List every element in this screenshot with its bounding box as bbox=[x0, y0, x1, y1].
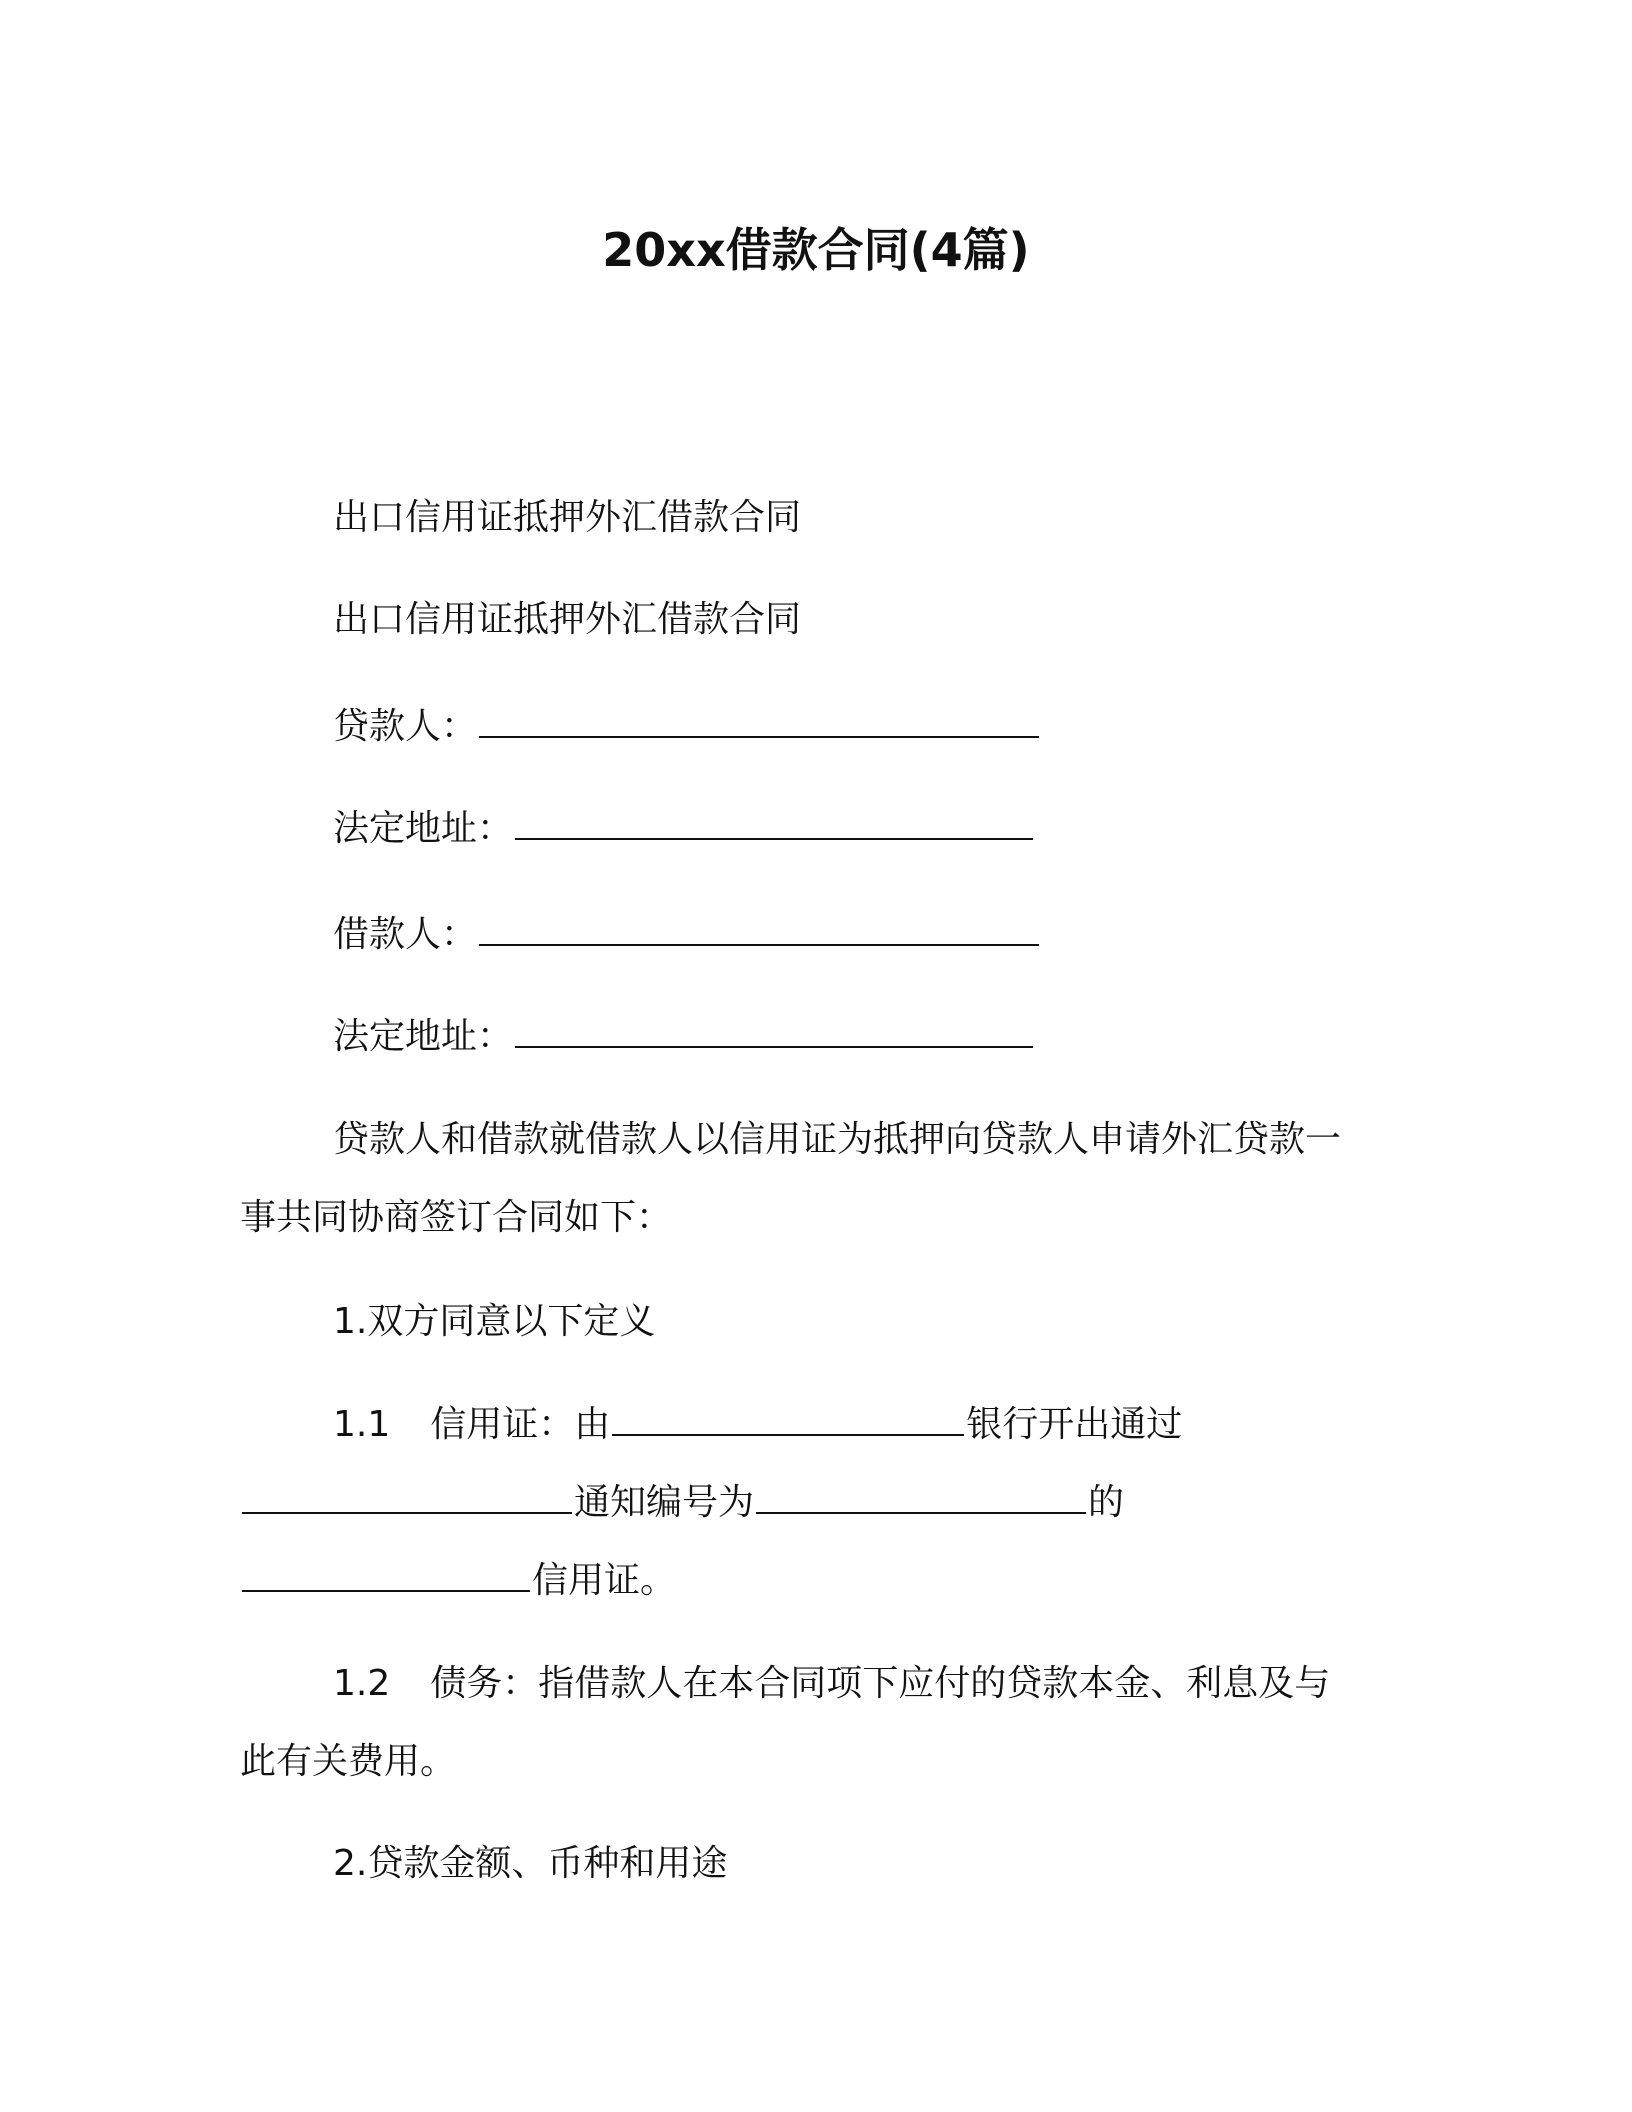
clause-1-1-prefix: 信用证：由 bbox=[430, 1404, 611, 1445]
lender-address-label: 法定地址： bbox=[333, 808, 514, 849]
borrower-label: 借款人： bbox=[333, 914, 478, 955]
clause-1-2-line-2: 此有关费用。 bbox=[240, 1741, 457, 1782]
lender-blank bbox=[479, 702, 1039, 738]
intro-line-2: 事共同协商签订合同如下： bbox=[240, 1197, 673, 1238]
contract-heading-1: 出口信用证抵押外汇借款合同 bbox=[333, 497, 802, 538]
lender-line bbox=[333, 702, 1041, 751]
clause-1-1-line-2 bbox=[240, 1478, 1124, 1527]
intro-line-1: 贷款人和借款就借款人以信用证为抵押向贷款人申请外汇贷款一 bbox=[333, 1119, 1342, 1160]
clause-1-2-text: 债务：指借款人在本合同项下应付的贷款本金、利息及与 bbox=[430, 1663, 1331, 1704]
advising-bank-blank bbox=[242, 1478, 572, 1514]
borrower-blank bbox=[479, 910, 1039, 946]
credit-blank bbox=[242, 1556, 530, 1592]
document-title: 20xx借款合同(4篇) bbox=[602, 223, 1030, 277]
clause-1-1-after-blank3: 的 bbox=[1088, 1482, 1125, 1523]
lender-label: 贷款人： bbox=[333, 706, 478, 747]
borrower-line bbox=[333, 910, 1041, 959]
borrower-address-blank bbox=[515, 1012, 1033, 1048]
clause-1-1-line-1 bbox=[333, 1400, 1182, 1449]
section-1-heading: 1.双方同意以下定义 bbox=[333, 1301, 656, 1342]
bank-blank bbox=[612, 1400, 964, 1436]
clause-1-1-after-blank1: 银行开出通过 bbox=[966, 1404, 1183, 1445]
notice-number-blank bbox=[756, 1478, 1086, 1514]
contract-heading-2: 出口信用证抵押外汇借款合同 bbox=[333, 599, 802, 640]
lender-address-blank bbox=[515, 804, 1033, 840]
clause-1-2-number: 1.2 bbox=[333, 1663, 391, 1704]
lender-address-line bbox=[333, 804, 1035, 853]
borrower-address-label: 法定地址： bbox=[333, 1016, 514, 1057]
borrower-address-line bbox=[333, 1012, 1035, 1061]
clause-1-2-line-1 bbox=[333, 1660, 1330, 1708]
clause-1-1-line-3 bbox=[240, 1556, 676, 1605]
clause-1-1-end: 信用证。 bbox=[532, 1560, 677, 1601]
clause-1-1-number: 1.1 bbox=[333, 1404, 391, 1445]
section-2-heading: 2.贷款金额、币种和用途 bbox=[333, 1843, 728, 1884]
clause-1-1-after-blank2: 通知编号为 bbox=[574, 1482, 755, 1523]
